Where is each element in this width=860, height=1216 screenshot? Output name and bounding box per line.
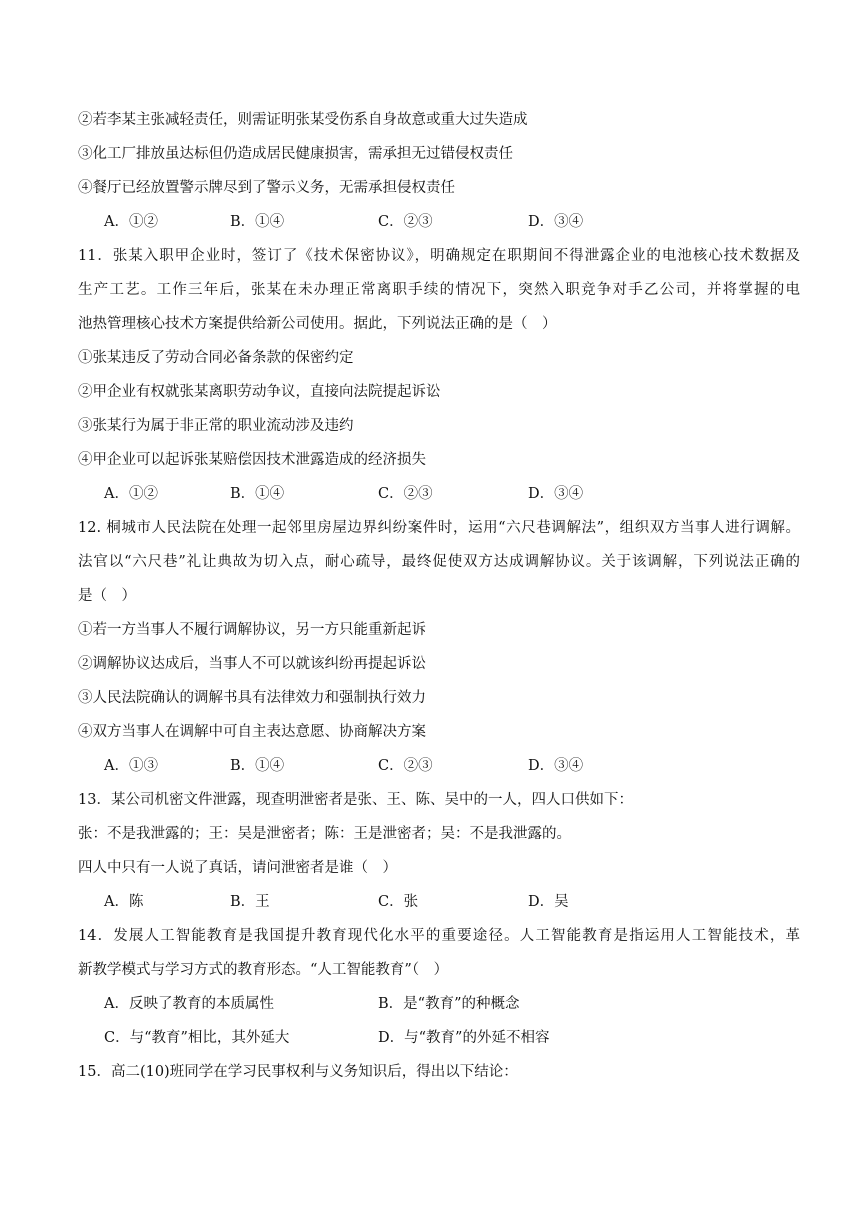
q11-statement-4: ④甲企业可以起诉张某赔偿因技术泄露造成的经济损失 bbox=[78, 452, 426, 468]
q15-stem-line-1: 15．高二(10)班同学在学习民事权利与义务知识后，得出以下结论： bbox=[78, 1064, 518, 1080]
q11-statement-1: ①张某违反了劳动合同必备条款的保密约定 bbox=[78, 350, 354, 366]
q12-statement-4: ④双方当事人在调解中可自主表达意愿、协商解决方案 bbox=[78, 724, 426, 740]
q12-statement-3: ③人民法院确认的调解书具有法律效力和强制执行效力 bbox=[78, 690, 426, 706]
q13-stem-line-1: 13．某公司机密文件泄露，现查明泄密者是张、王、陈、吴中的一人，四人口供如下： bbox=[78, 792, 633, 808]
q14-option-c: C．与“教育”相比，其外延大 bbox=[104, 1030, 290, 1046]
q10-option-c: C．②③ bbox=[378, 214, 433, 230]
q12-stem-line-1: 12. 桐城市人民法院在处理一起邻里房屋边界纠纷案件时，运用“六尺巷调解法”，组织双方当事人进行调解。 bbox=[78, 520, 800, 536]
q10-option-b: B．①④ bbox=[230, 214, 285, 230]
q13-stem-line-3: 四人中只有一人说了真话，请问泄密者是谁（ ） bbox=[78, 860, 397, 876]
q14-stem-line-2: 新教学模式与学习方式的教育形态。“人工智能教育”（ ） bbox=[78, 962, 449, 978]
q10-option-d: D．③④ bbox=[528, 214, 584, 230]
q11-option-d: D．③④ bbox=[528, 486, 584, 502]
q11-option-a: A．①② bbox=[104, 486, 158, 502]
q12-statement-1: ①若一方当事人不履行调解协议，另一方只能重新起诉 bbox=[78, 622, 426, 638]
q11-option-b: B．①④ bbox=[230, 486, 285, 502]
q13-option-c: C．张 bbox=[378, 894, 419, 910]
q13-stem-line-2: 张：不是我泄露的；王：吴是泄密者；陈：王是泄密者；吴：不是我泄露的。 bbox=[78, 826, 571, 842]
q11-statement-2: ②甲企业有权就张某离职劳动争议，直接向法院提起诉讼 bbox=[78, 384, 441, 400]
q11-stem-line-3: 池热管理核心技术方案提供给新公司使用。据此，下列说法正确的是（ ） bbox=[78, 316, 557, 332]
q14-stem-line-1: 14．发展人工智能教育是我国提升教育现代化水平的重要途径。人工智能教育是指运用人工智能技术，革 bbox=[78, 928, 800, 944]
q14-option-b: B．是“教育”的种概念 bbox=[378, 996, 520, 1012]
q10-option-a: A．①② bbox=[104, 214, 158, 230]
q11-stem-line-2: 生产工艺。工作三年后，张某在未办理正常离职手续的情况下，突然入职竞争对手乙公司，并将掌握的电 bbox=[78, 282, 800, 298]
q12-statement-2: ②调解协议达成后，当事人不可以就该纠纷再提起诉讼 bbox=[78, 656, 426, 672]
q14-option-d: D．与“教育”的外延不相容 bbox=[378, 1030, 550, 1046]
q12-option-b: B．①④ bbox=[230, 758, 285, 774]
q11-statement-3: ③张某行为属于非正常的职业流动涉及违约 bbox=[78, 418, 354, 434]
q12-stem-line-3: 是（ ） bbox=[78, 588, 136, 604]
q13-option-a: A．陈 bbox=[104, 894, 144, 910]
q11-option-c: C．②③ bbox=[378, 486, 433, 502]
q12-option-d: D．③④ bbox=[528, 758, 584, 774]
q11-stem-line-1: 11．张某入职甲企业时，签订了《技术保密协议》，明确规定在职期间不得泄露企业的电池核心技术数据及 bbox=[78, 248, 800, 264]
q13-option-d: D．吴 bbox=[528, 894, 569, 910]
q12-option-a: A．①③ bbox=[104, 758, 158, 774]
q10-statement-4: ④餐厅已经放置警示牌尽到了警示义务，无需承担侵权责任 bbox=[78, 180, 455, 196]
q13-option-b: B．王 bbox=[230, 894, 270, 910]
q10-statement-3: ③化工厂排放虽达标但仍造成居民健康损害，需承担无过错侵权责任 bbox=[78, 146, 513, 162]
q10-statement-2: ②若李某主张减轻责任，则需证明张某受伤系自身故意或重大过失造成 bbox=[78, 112, 528, 128]
q14-option-a: A．反映了教育的本质属性 bbox=[104, 996, 274, 1012]
q12-option-c: C．②③ bbox=[378, 758, 433, 774]
q12-stem-line-2: 法官以“六尺巷”礼让典故为切入点，耐心疏导，最终促使双方达成调解协议。关于该调解，下列说法正确的 bbox=[78, 554, 800, 570]
